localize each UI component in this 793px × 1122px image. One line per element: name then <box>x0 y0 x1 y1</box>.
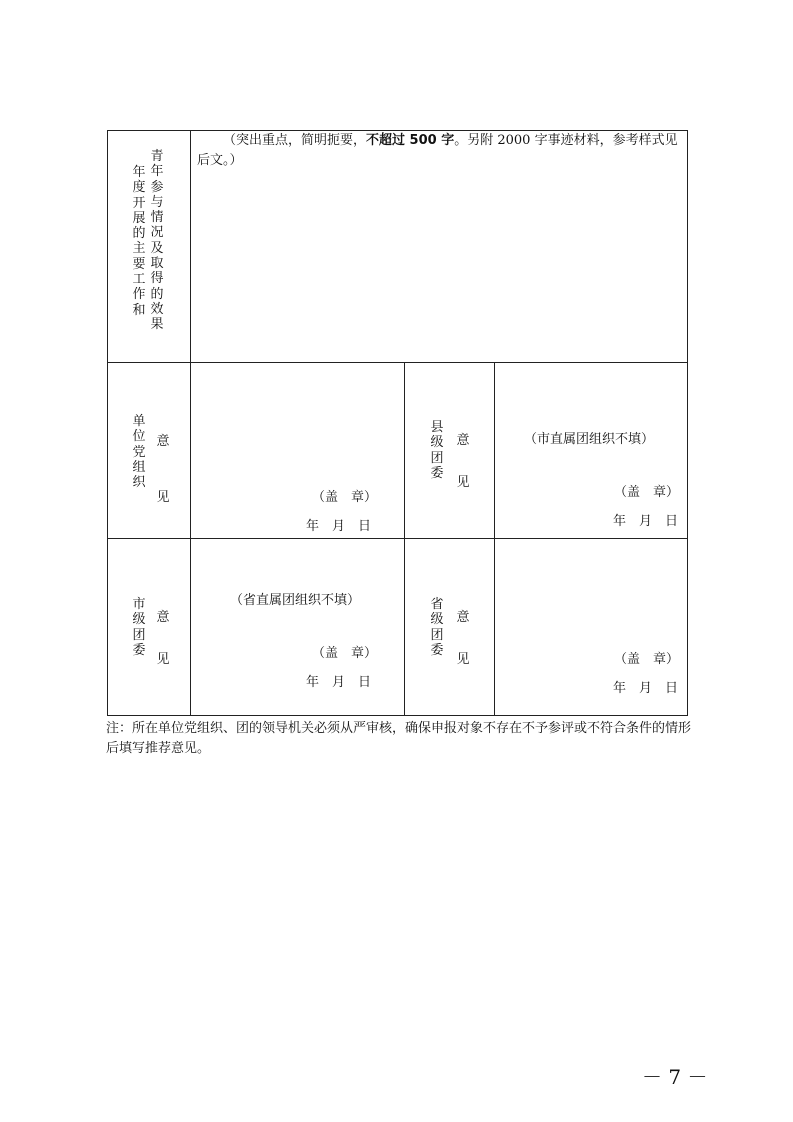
row2-left-date: 年 月 日 <box>306 519 372 534</box>
page-number: － 7 － <box>642 1065 708 1089</box>
row2-right-label-col2: 意见 <box>456 433 470 490</box>
row2-left-label-col2: 意见 <box>156 434 170 505</box>
row-divider-2 <box>107 538 688 539</box>
row2-left-label-col1: 单位党组织 <box>132 414 146 491</box>
row3-right-label-col2: 意见 <box>456 610 470 667</box>
table-border-bottom <box>107 715 688 716</box>
row3-left-label-col2: 意见 <box>156 610 170 667</box>
row3-left-seal: （盖 章） <box>312 646 378 661</box>
row2-right-note: （市直属团组织不填） <box>524 432 655 447</box>
footnote: 注：所在单位党组织、团的领导机关必须从严审核，确保申报对象不存在不予参评或不符合条件的情形后填写推荐意见。 <box>106 721 692 756</box>
row1-label-col1: 年度开展的主要工作和 <box>132 165 146 318</box>
row1-label-col2: 青年参与情况及取得的效果 <box>150 149 164 333</box>
row3-left-note: （省直属团组织不填） <box>230 593 361 608</box>
row3-right-label-col1: 省级团委 <box>430 597 444 658</box>
right-label-divider <box>494 362 495 716</box>
row2-right-label-col1: 县级团委 <box>430 420 444 481</box>
row2-right-seal: （盖 章） <box>614 485 680 500</box>
label-column-divider <box>190 130 191 716</box>
table-border-right <box>687 130 688 716</box>
row-divider-1 <box>107 362 688 363</box>
row3-left-date: 年 月 日 <box>306 675 372 690</box>
row3-right-date: 年 月 日 <box>613 681 679 696</box>
row3-left-label-col1: 市级团委 <box>132 597 146 658</box>
table-border-left <box>107 130 108 716</box>
row2-right-date: 年 月 日 <box>613 514 679 529</box>
middle-divider <box>404 362 405 716</box>
row2-left-seal: （盖 章） <box>312 490 378 505</box>
row1-description: （突出重点，简明扼要，不超过 500 字。另附 2000 字事迹材料，参考样式见后文。） <box>197 133 678 168</box>
row3-right-seal: （盖 章） <box>614 652 680 667</box>
